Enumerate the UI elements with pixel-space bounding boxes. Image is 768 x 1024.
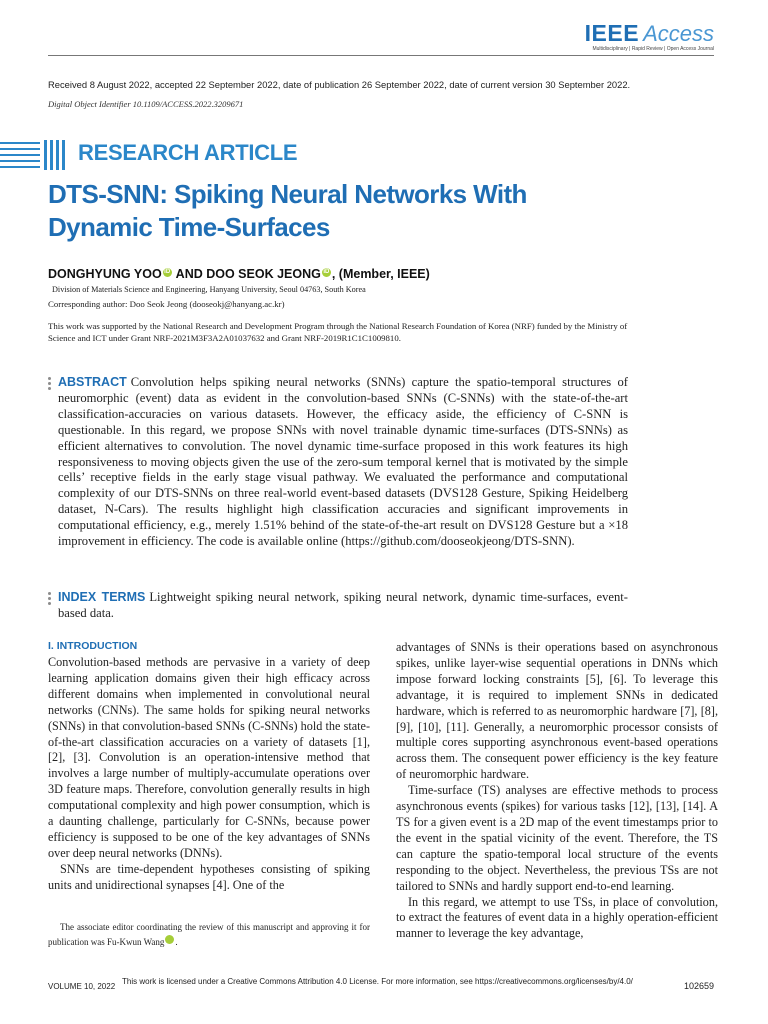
editor-note: The associate editor coordinating the review of this manuscript and approving it for publication was Fu-Kwun Wang iD. <box>48 922 370 947</box>
footer-page-number: 102659 <box>683 981 714 991</box>
intro-paragraph-5: In this regard, we attempt to use TSs, in place of convolution, to extract the features of event data in a highly operation-efficient manner to leverage the key advantage, <box>396 894 718 941</box>
author-membership: , (Member, IEEE) <box>331 267 430 281</box>
corresponding-author: Corresponding author: Doo Seok Jeong (dooseokj@hanyang.ac.kr) <box>48 299 285 309</box>
editor-note-text: The associate editor coordinating the review of this manuscript and approving it for publication was Fu-Kwun Wang <box>48 922 370 947</box>
banner-stripes-graphic <box>0 140 70 170</box>
doi-line: Digital Object Identifier 10.1109/ACCESS.2022.3209671 <box>48 99 244 109</box>
publication-dates: Received 8 August 2022, accepted 22 September 2022, date of publication 26 September 2022, date of current version 30 September 2022. <box>48 79 631 90</box>
journal-tagline: Multidisciplinary | Rapid Review | Open Access Journal <box>592 46 714 52</box>
abstract-text: Convolution helps spiking neural networks (SNNs) capture the spatio-temporal structures of neuromorphic (event) data as evident in the convolution-based SNNs (C-SNNs) with the state-of-the-art classification-accuracies on various datasets. However, the efficacy aside, the efficiency of C-SNN is questionable. In this regard, we propose SNNs with novel trainable dynamic time-surfaces (DTS-SNNs) as efficient alternatives to convolution. The novel dynamic time-surface proposed in this work features its high responsiveness to moving objects given the use of the zero-sum temporal kernel that is motivated by the simple cells’ receptive fields in the early stage visual pathway. We evaluated the performance and computational complexity of our DTS-SNNs on three real-world event-based datasets (DVS128 Gesture, Spiking Heidelberg dataset, N-Cars). The results highlight high classification accuracies and significant improvements in computational efficiency, e.g., merely 1.51% behind of the state-of-the-art result on DVS128 Gesture but a ×18 improvement in efficiency. The code is available online (https://github.com/dooseokjeong/DTS-SNN). <box>58 375 628 549</box>
affiliation: Division of Materials Science and Engineering, Hanyang University, Seoul 04763, South Korea <box>52 285 366 294</box>
abstract-label: ABSTRACT <box>58 375 127 389</box>
intro-paragraph-2: SNNs are time-dependent hypotheses consisting of spiking units and unidirectional synapses [4]. One of the <box>48 861 370 892</box>
right-column <box>396 638 718 942</box>
abstract-dots-icon <box>48 377 51 392</box>
index-terms-dots-icon <box>48 592 51 607</box>
funding-statement: This work was supported by the National Research and Development Program through the National Research Foundation of Korea (NRF) funded by the Ministry of Science and ICT under Grant NRF-2021M3F3A2A01037632 and Grant NRF-2019R1C1C1009810. <box>48 321 628 343</box>
section-heading-introduction: I. INTRODUCTION <box>48 640 138 652</box>
abstract-section <box>58 375 628 550</box>
intro-paragraph-1: Convolution-based methods are pervasive in a variety of deep learning application domains given their high efficacy across different domains when implemented in convolutional neural networks (CNNs). The same holds for spiking neural networks (SNNs) in that convolution-based SNNs (C-SNNs) hold the state-of-the-art classification accuracies on a variety of datasets [1], [2], [3]. Convolution is an operation-intensive method that involves a large number of multiply-accumulate operations over 3D feature maps. Therefore, convolution generally results in high computational complexity and high power consumption, which is a daunting challenge, particularly for C-SNNs, because power efficiency is supposed to be one of the key advantages of SNNs over deep neural networks (DNNs). <box>48 655 370 860</box>
logo-ieee-text: IEEE <box>584 20 640 46</box>
author-list <box>48 267 430 281</box>
orcid-icon[interactable]: iD <box>165 935 174 944</box>
article-title: DTS-SNN: Spiking Neural Networks With Dynamic Time-Surfaces <box>48 179 527 242</box>
orcid-icon[interactable]: iD <box>323 269 330 275</box>
index-terms-section <box>58 590 628 622</box>
orcid-icon[interactable]: iD <box>164 269 171 275</box>
header-divider <box>48 55 714 56</box>
intro-paragraph-4: Time-surface (TS) analyses are effective methods to process asynchronous events (spikes) for various tasks [12], [13], [14]. A TS for a given event is a 2D map of the event timestamps prior to the event in the spatial vicinity of the event. Therefore, the TS can capture the spatio-temporal local structure of the events responding to the object. Nevertheless, the previous TSs are not tailored to SNNs and hardly support end-to-end learning. <box>396 783 718 893</box>
left-column <box>48 638 370 894</box>
footer-volume: VOLUME 10, 2022 <box>48 982 116 991</box>
journal-logo <box>585 20 714 47</box>
index-terms-text: Lightweight spiking neural network, spiking neural network, dynamic time-surfaces, event-based data. <box>58 590 628 620</box>
footer-license[interactable]: This work is licensed under a Creative Commons Attribution 4.0 License. For more information, see https://creativecommons.org/licenses/by/4.0/ <box>122 977 633 986</box>
author-2: AND DOO SEOK JEONG <box>172 267 321 281</box>
index-terms-label: INDEX TERMS <box>58 590 146 604</box>
author-1: DONGHYUNG YOO <box>48 267 162 281</box>
intro-paragraph-3: advantages of SNNs is their operations based on asynchronous spikes, unlike layer-wise sequential operations in DNNs which impose forward locking constraints [5], [6]. To leverage this advantage, it is required to implement SNNs in dedicated hardware, which is referred to as neuromorphic hardware [7], [8], [9], [10], [11]. Generally, a neuromorphic processor consists of multiple cores supporting asynchronous event-based operations across them. The consequent power efficiency is the key feature of neuromorphic hardware. <box>396 640 718 782</box>
article-type-banner: RESEARCH ARTICLE <box>78 140 298 165</box>
logo-access-text: Access <box>643 21 714 46</box>
